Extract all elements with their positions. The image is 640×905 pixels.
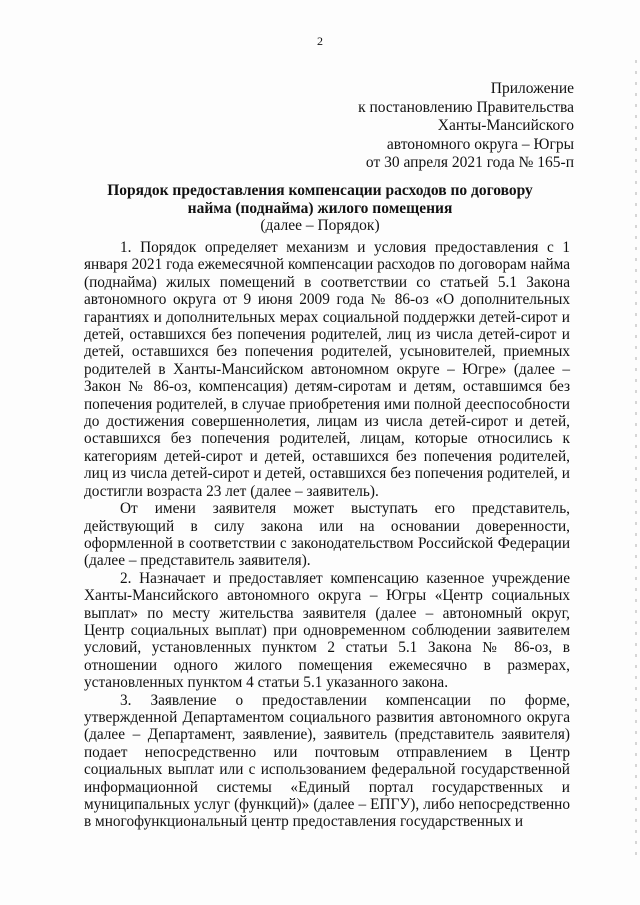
appendix-line: Приложение (490, 80, 574, 97)
page-number: 2 (317, 34, 323, 48)
document-body (84, 239, 570, 831)
title-line: найма (поднайма) жилого помещения (187, 199, 453, 217)
appendix-line: автономного округа – Югры (386, 135, 574, 153)
scan-edge-artifact (635, 60, 637, 860)
appendix-line: к постановлению Правительства (358, 98, 574, 116)
paragraph-1: 1. Порядок определяет механизм и условия предоставления с 1 января 2021 года ежемесячной компенсации расходов по договорам найма (поднайма) жилых помещений в соответствии со статьей 5.1 Закона автономного округа от 9 июня 2009 года № 86-оз «О дополнительных гарантиях и дополнительных мерах социальной поддержки детей-сирот и детей, оставшихся без попечения родителей, лиц из числа детей-сирот и детей, оставшихся без попечения родителей, усыновителей, приемных родителей в Ханты-Мансийском автономном округе – Югре» (далее – Закон № 86-оз, компенсация) детям-сиротам и детям, оставшимся без попечения родителей, в случае приобретения ими полной дееспособности до достижения совершеннолетия, лицам из числа детей-сирот и детей, оставшихся без попечения родителей, лицам, которые относились к категориям детей-сирот и детей, оставшихся без попечения родителей, лиц из числа детей-сирот и детей, оставшихся без попечения родителей, и достигли возраста 23 лет (далее – заявитель). (84, 239, 570, 500)
title-subline: (далее – Порядок) (260, 217, 380, 234)
document-title (0, 182, 640, 235)
paragraph-2: От имени заявителя может выступать его представитель, действующий в силу закона или на основании доверенности, оформленной в соответствии с законодательством Российской Федерации (далее – представитель заявителя). (84, 500, 570, 570)
paragraph-3: 2. Назначает и предоставляет компенсацию казенное учреждение Ханты-Мансийского автономного округа – Югры «Центр социальных выплат» по месту жительства заявителя (далее – автономный округ, Центр социальных выплат) при одновременном соблюдении заявителем условий, установленных пунктом 2 статьи 5.1 Закона № 86-оз, в отношении одного жилого помещения ежемесячно в размерах, установленных пунктом 4 статьи 5.1 указанного закона. (84, 569, 570, 692)
appendix-line: Ханты-Мансийского (437, 117, 574, 135)
appendix-line: от 30 апреля 2021 года № 165-п (365, 154, 574, 172)
appendix-block (358, 80, 574, 173)
paragraph-4: 3. Заявление о предоставлении компенсации по форме, утвержденной Департаментом социального развития автономного округа (далее – Департамент, заявление), заявитель (представитель заявителя) подает непосредственно или почтовым отправлением в Центр социальных выплат или с использованием федеральной государственной информационной системы «Единый портал государственных и муниципальных услуг (функций)» (далее – ЕПГУ), либо непосредственно в многофункциональный центр предоставления государственных и (84, 691, 570, 831)
title-line: Порядок предоставления компенсации расходов по договору (107, 182, 533, 199)
